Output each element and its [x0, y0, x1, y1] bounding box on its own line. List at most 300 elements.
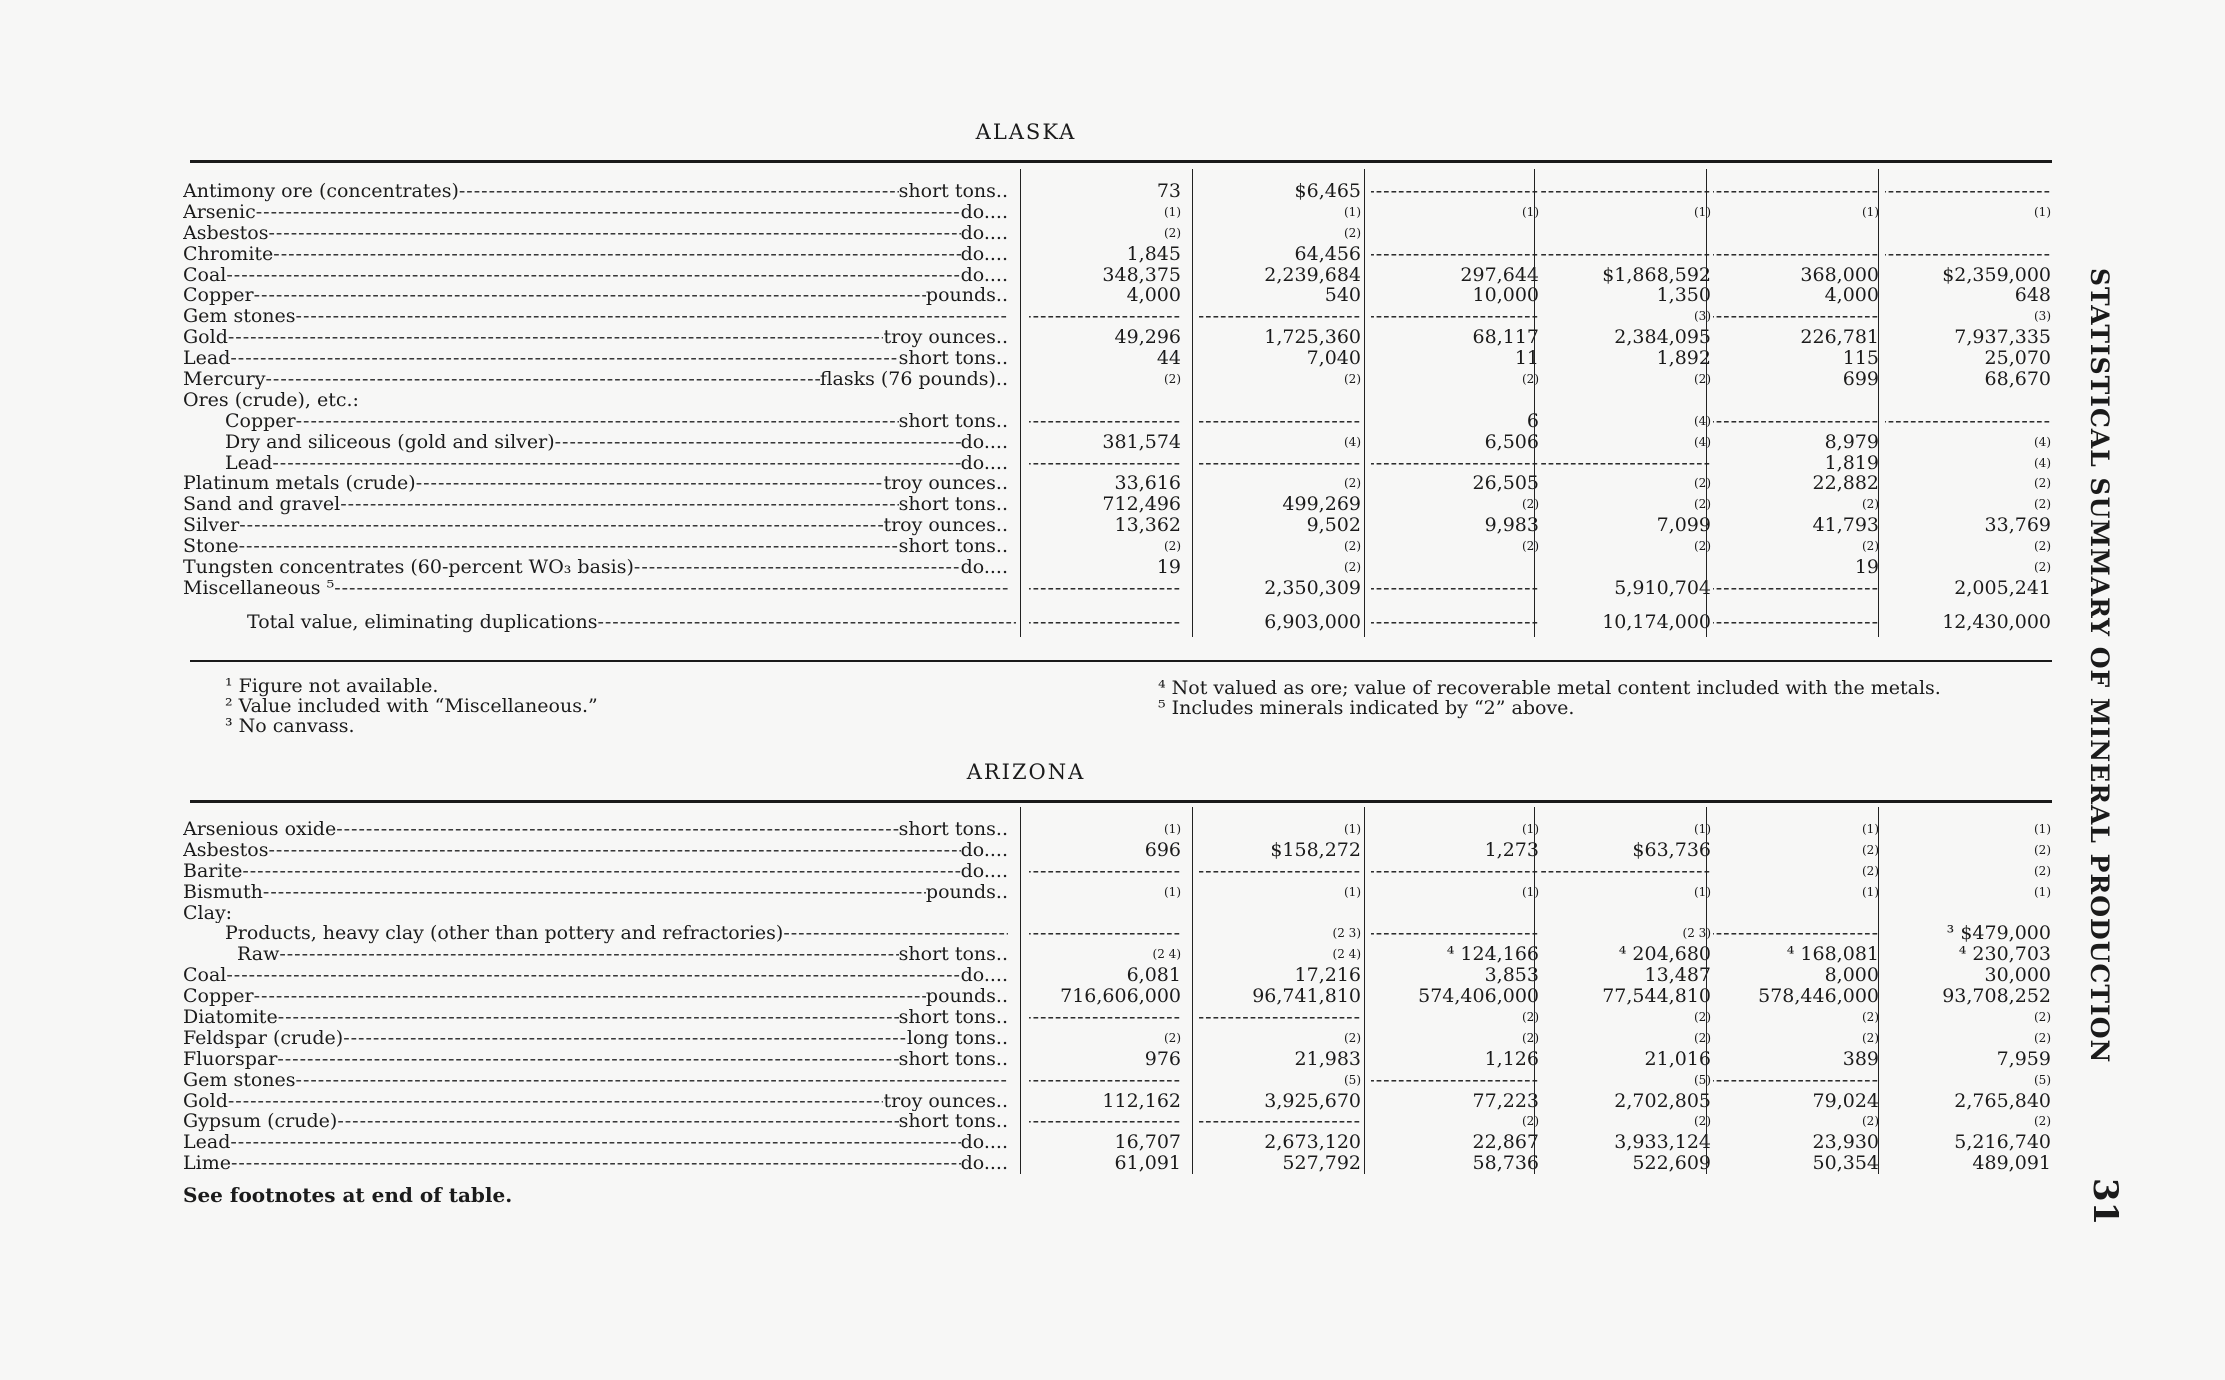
table-cell [1199, 390, 1361, 411]
row-unit: pounds.. [925, 285, 1008, 307]
table-cell: (2) [1694, 372, 1711, 387]
table-cell: (2) [1344, 560, 1361, 575]
table-cell: 19 [1854, 557, 1879, 578]
total-label-name: Total value, eliminating duplications [247, 610, 598, 633]
table-row [183, 1049, 2053, 1070]
table-cell: 540 [1324, 285, 1361, 307]
table-cell: 68,117 [1472, 327, 1539, 349]
table-cell: (1) [1862, 884, 1879, 899]
table-cell [1199, 903, 1361, 924]
row-label-name: Dry and siliceous (gold and silver) [225, 431, 555, 453]
footnote-2: ² Value included with “Miscellaneous.” [225, 695, 598, 717]
total-cell [1371, 599, 1539, 637]
table-cell: (1) [1344, 822, 1361, 836]
table-row [183, 557, 2053, 578]
table-cell [1541, 903, 1711, 924]
table-cell: 17,216 [1294, 965, 1361, 987]
table-cell: 13,487 [1644, 965, 1711, 987]
column-rule [1364, 169, 1365, 637]
table-row [183, 223, 2053, 244]
table-row [183, 536, 2053, 557]
row-label-name: Lead [183, 348, 231, 370]
table-row [183, 986, 2053, 1007]
table-cell [1199, 861, 1361, 882]
table-cell: $63,736 [1632, 839, 1711, 861]
table-cell: 499,269 [1282, 494, 1361, 516]
dot-leader [242, 861, 960, 882]
table-cell: 6,506 [1484, 431, 1539, 453]
table-row [183, 244, 2053, 265]
column-rule [1020, 807, 1021, 1174]
row-unit: short tons.. [898, 536, 1008, 558]
row-label [183, 1153, 1016, 1174]
row-label [183, 944, 1016, 965]
table-cell: $1,868,592 [1602, 264, 1711, 286]
table-cell: (2) [1694, 497, 1711, 512]
row-unit [1008, 390, 1016, 411]
table-row [183, 411, 2053, 432]
dot-leader [272, 453, 960, 474]
row-label-name: Gold [183, 1090, 228, 1112]
column-rule [1706, 807, 1707, 1174]
dot-leader [343, 1028, 907, 1049]
row-unit: do.... [960, 1132, 1008, 1154]
table-cell [1885, 223, 2051, 244]
table-cell: (1) [1694, 822, 1711, 836]
dot-leader [226, 265, 960, 286]
table-cell: (2) [1694, 1030, 1711, 1045]
row-unit: do.... [960, 452, 1008, 474]
row-label [183, 986, 1016, 1007]
table-cell [1713, 411, 1879, 432]
table-cell: 49,296 [1114, 327, 1181, 349]
table-cell: $6,465 [1294, 181, 1361, 202]
total-cell: 6,903,000 [1264, 610, 1361, 633]
table-cell [1885, 390, 2051, 411]
section-title-arizona: ARIZONA [966, 760, 1086, 784]
table-cell [1713, 306, 1879, 327]
table-row [183, 903, 2053, 924]
column-rule [1192, 169, 1193, 637]
table-cell: (2) [1344, 539, 1361, 554]
table-row [183, 1091, 2053, 1112]
row-unit: do.... [960, 839, 1008, 861]
table-cell [1371, 181, 1539, 202]
dot-leader [296, 306, 1008, 327]
running-head: STATISTICAL SUMMARY OF MINERAL PRODUCTION [2085, 268, 2114, 1064]
table-cell: (2 4) [1332, 947, 1361, 962]
table-row [183, 1153, 2053, 1174]
dot-leader [254, 986, 926, 1007]
row-unit: pounds.. [925, 881, 1008, 903]
table-cell [1713, 244, 1879, 265]
table-cell: 527,792 [1282, 1153, 1361, 1175]
table-cell [1541, 244, 1711, 265]
row-label-name: Raw [237, 944, 280, 966]
table-row [183, 473, 2053, 494]
row-label [183, 903, 1016, 924]
row-label-name: Antimony ore (concentrates) [183, 181, 459, 202]
dot-leader [416, 473, 884, 494]
dot-leader [634, 557, 961, 578]
table-cell: 1,819 [1824, 452, 1879, 474]
table-cell [1541, 390, 1711, 411]
table-cell: (1) [1164, 204, 1181, 219]
row-label [183, 578, 1016, 599]
total-label [183, 599, 1016, 637]
table-row [183, 181, 2053, 202]
row-label [183, 494, 1016, 515]
row-label-name: Feldspar (crude) [183, 1027, 344, 1049]
table-cell: (2) [1164, 1030, 1181, 1045]
table-cell: 2,350,309 [1264, 577, 1361, 599]
table-cell: (2) [1344, 1030, 1361, 1045]
table-row [183, 578, 2053, 599]
dot-leader [230, 1132, 960, 1153]
table-cell: (4) [1694, 434, 1711, 449]
footnote-3: ³ No canvass. [225, 715, 355, 737]
table-cell: (1) [1522, 884, 1539, 899]
row-unit: short tons.. [898, 1048, 1008, 1070]
table-cell: (2) [1862, 497, 1879, 512]
table-cell: (4) [2034, 434, 2051, 449]
table-cell: (1) [1164, 822, 1181, 836]
table-cell [1199, 1007, 1361, 1028]
table-cell: (2) [2034, 539, 2051, 554]
table-row [183, 453, 2053, 474]
table-cell: (1) [2034, 822, 2051, 836]
row-label [183, 1007, 1016, 1028]
table-cell: (2) [1694, 1114, 1711, 1129]
row-label [183, 1049, 1016, 1070]
row-label [183, 1091, 1016, 1112]
row-label-name: Platinum metals (crude) [183, 473, 416, 495]
table-cell: (4) [1344, 434, 1361, 449]
table-row [183, 1028, 2053, 1049]
table-row [183, 306, 2053, 327]
table-cell: (2) [1164, 539, 1181, 554]
table-cell: 1,126 [1484, 1048, 1539, 1070]
dot-leader [230, 348, 898, 369]
table-cell: 5,216,740 [1954, 1132, 2051, 1154]
table-cell: 489,091 [1972, 1153, 2051, 1175]
table-cell: 4,000 [1824, 285, 1879, 307]
footnotes-right [1158, 678, 1941, 718]
row-unit: short tons.. [898, 1111, 1008, 1133]
table-row [183, 861, 2053, 882]
table-cell: 25,070 [1984, 348, 2051, 370]
table-cell: 22,882 [1812, 473, 1879, 495]
table-cell [1713, 181, 1879, 202]
table-cell [1713, 1070, 1879, 1091]
arizona-table [183, 819, 2053, 1174]
table-cell: (2) [1164, 225, 1181, 240]
row-unit: short tons.. [898, 1007, 1008, 1028]
table-cell: 3,925,670 [1264, 1090, 1361, 1112]
dot-leader [359, 390, 1008, 411]
row-label-name: Chromite [183, 243, 274, 265]
table-cell [1371, 390, 1539, 411]
table-row [183, 202, 2053, 223]
table-cell: (5) [1694, 1072, 1711, 1087]
table-cell: (2) [1694, 1010, 1711, 1025]
footnote-5: ⁵ Includes minerals indicated by “2” above. [1158, 697, 1575, 719]
table-cell [1541, 181, 1711, 202]
footnotes-left [225, 676, 598, 736]
table-cell: (2) [1344, 225, 1361, 240]
table-cell [1371, 244, 1539, 265]
row-label-name: Copper [183, 986, 254, 1008]
table-cell: 7,040 [1306, 348, 1361, 370]
column-rule [1706, 169, 1707, 637]
row-unit: short tons.. [898, 181, 1008, 202]
row-label-name: Lead [225, 452, 273, 474]
table-row [183, 819, 2053, 840]
dot-leader [265, 369, 819, 390]
table-cell: 44 [1156, 348, 1181, 370]
total-cell [1713, 599, 1879, 637]
table-cell [1371, 903, 1539, 924]
row-unit: do.... [960, 243, 1008, 265]
row-label [183, 327, 1016, 348]
page-number: 31 [2085, 1178, 2125, 1226]
table-cell: (2) [1522, 1030, 1539, 1045]
table-cell: 115 [1842, 348, 1879, 370]
table-top-rule [190, 800, 2052, 803]
row-label [183, 369, 1016, 390]
dot-leader [256, 202, 961, 223]
table-cell [1029, 1111, 1181, 1132]
row-label [183, 1070, 1016, 1091]
table-cell: 6 [1526, 410, 1539, 432]
row-label-name: Ores (crude), etc.: [183, 389, 359, 411]
row-label-name: Miscellaneous ⁵ [183, 577, 335, 599]
total-cell [1029, 599, 1181, 637]
row-label [183, 861, 1016, 882]
table-cell: 1,892 [1656, 348, 1711, 370]
row-unit: flasks (76 pounds).. [819, 369, 1008, 390]
table-cell: 64,456 [1294, 243, 1361, 265]
table-cell: (2) [2034, 842, 2051, 857]
table-cell [1199, 1111, 1361, 1132]
table-cell: (1) [1694, 884, 1711, 899]
row-label [183, 1111, 1016, 1132]
table-cell: 19 [1156, 557, 1181, 578]
table-cell: (2) [2034, 1030, 2051, 1045]
table-cell: 79,024 [1812, 1090, 1879, 1112]
row-label-name: Coal [183, 264, 227, 286]
table-cell [1029, 453, 1181, 474]
table-cell: 7,959 [1996, 1048, 2051, 1070]
table-cell [1713, 390, 1879, 411]
row-label-name: Tungsten concentrates (60-percent WO₃ basis) [183, 557, 634, 578]
row-label [183, 840, 1016, 861]
table-row [183, 432, 2053, 453]
table-cell: 41,793 [1812, 515, 1879, 537]
table-cell: (4) [2034, 455, 2051, 470]
row-label-name: Products, heavy clay (other than pottery and refractories) [225, 923, 784, 945]
row-label-name: Sand and gravel [183, 494, 341, 516]
row-label [183, 473, 1016, 494]
table-cell: (2) [1862, 539, 1879, 554]
table-cell: 21,983 [1294, 1048, 1361, 1070]
row-unit: do.... [960, 222, 1008, 244]
row-unit [1008, 1070, 1016, 1091]
table-cell: (1) [1522, 204, 1539, 219]
row-label [183, 1132, 1016, 1153]
footnote-1: ¹ Figure not available. [225, 675, 439, 697]
row-label-name: Fluorspar [183, 1048, 278, 1070]
row-label [183, 557, 1016, 578]
row-label-name: Copper [183, 285, 254, 307]
table-cell: (5) [2034, 1072, 2051, 1087]
table-cell [1885, 181, 2051, 202]
dot-leader [268, 223, 960, 244]
table-cell: (4) [1694, 413, 1711, 428]
dot-leader [263, 882, 926, 903]
table-cell: (3) [1694, 309, 1711, 324]
table-cell: 30,000 [1984, 965, 2051, 987]
column-rule [1878, 169, 1879, 637]
row-label-name: Asbestos [183, 839, 269, 861]
table-cell: (2) [1862, 1010, 1879, 1025]
table-cell: (2) [1522, 1114, 1539, 1129]
table-cell: (2) [2034, 1114, 2051, 1129]
row-label-name: Silver [183, 515, 240, 537]
table-cell: (1) [2034, 204, 2051, 219]
table-cell: 368,000 [1800, 264, 1879, 286]
total-cell: 12,430,000 [1942, 610, 2051, 633]
row-label-name: Gem stones [183, 306, 296, 328]
row-label [183, 411, 1016, 432]
table-cell: 716,606,000 [1060, 986, 1181, 1008]
row-label-name: Gem stones [183, 1069, 296, 1091]
row-label-name: Gold [183, 327, 228, 349]
table-cell: $2,359,000 [1942, 264, 2051, 286]
table-cell [1541, 557, 1711, 578]
row-label [183, 1028, 1016, 1049]
table-cell: 58,736 [1472, 1153, 1539, 1175]
row-label [183, 265, 1016, 286]
table-bottom-rule [190, 660, 2052, 662]
table-cell [1371, 578, 1539, 599]
table-cell: 23,930 [1812, 1132, 1879, 1154]
table-cell: (2) [1862, 1030, 1879, 1045]
table-cell: (2) [1522, 372, 1539, 387]
table-cell: 2,765,840 [1954, 1090, 2051, 1112]
table-cell: (2) [1164, 372, 1181, 387]
row-label [183, 244, 1016, 265]
dot-leader [232, 903, 1008, 924]
table-cell: (2) [2034, 476, 2051, 491]
row-label-name: Diatomite [183, 1007, 278, 1028]
table-cell: 578,446,000 [1758, 986, 1879, 1008]
row-unit: do.... [960, 431, 1008, 453]
row-unit [1008, 306, 1016, 327]
table-cell [1029, 306, 1181, 327]
table-cell: (2 3) [1332, 926, 1361, 941]
row-label [183, 432, 1016, 453]
row-label [183, 348, 1016, 369]
table-row [183, 882, 2053, 903]
row-label [183, 965, 1016, 986]
table-cell: (2) [1522, 1010, 1539, 1025]
row-label-name: Clay: [183, 902, 233, 924]
table-row [183, 1132, 2053, 1153]
table-cell [1029, 390, 1181, 411]
row-unit: short tons.. [898, 819, 1008, 840]
row-unit: long tons.. [906, 1027, 1008, 1049]
section-title-alaska: ALASKA [975, 120, 1077, 144]
table-row [183, 923, 2053, 944]
table-cell: 3,933,124 [1614, 1132, 1711, 1154]
table-cell: (1) [1344, 204, 1361, 219]
table-cell: (1) [1862, 822, 1879, 836]
total-cell: 10,174,000 [1602, 610, 1711, 633]
row-label [183, 202, 1016, 223]
table-row [183, 494, 2053, 515]
row-label [183, 390, 1016, 411]
dot-leader [268, 840, 960, 861]
table-cell: (2) [1522, 497, 1539, 512]
row-label-name: Coal [183, 965, 227, 987]
dot-leader [277, 1049, 898, 1070]
row-label [183, 285, 1016, 306]
table-cell: ⁴ 168,081 [1786, 944, 1879, 966]
table-cell: (3) [2034, 309, 2051, 324]
table-cell: (1) [2034, 884, 2051, 899]
table-cell: 96,741,810 [1252, 986, 1361, 1008]
dot-leader [783, 923, 1008, 944]
table-cell [1029, 903, 1181, 924]
column-rule [1364, 807, 1365, 1174]
table-cell: (2) [1344, 372, 1361, 387]
row-label [183, 536, 1016, 557]
column-rule [1534, 169, 1535, 637]
table-cell [1371, 861, 1539, 882]
row-unit: do.... [960, 965, 1008, 987]
table-cell: 11 [1514, 348, 1539, 370]
table-cell [1885, 244, 2051, 265]
table-cell [1199, 411, 1361, 432]
table-cell: (2) [1694, 539, 1711, 554]
table-cell: ⁴ 230,703 [1958, 944, 2051, 966]
dot-leader [334, 578, 1008, 599]
table-cell: 696 [1144, 839, 1181, 861]
table-top-rule [190, 160, 2052, 163]
row-label-name: Copper [225, 410, 296, 432]
table-row [183, 515, 2053, 536]
table-cell: (2 3) [1682, 926, 1711, 941]
table-cell: 522,609 [1632, 1153, 1711, 1175]
table-cell: 389 [1842, 1048, 1879, 1070]
table-row [183, 348, 2053, 369]
table-cell: 1,845 [1126, 243, 1181, 265]
row-unit: short tons.. [898, 944, 1008, 966]
dot-leader [226, 965, 960, 986]
table-cell [1371, 557, 1539, 578]
table-cell [1371, 306, 1539, 327]
table-cell: (2) [2034, 1010, 2051, 1025]
table-cell: ³ $479,000 [1946, 923, 2051, 945]
table-cell: (2 4) [1152, 947, 1181, 962]
table-cell: 712,496 [1102, 494, 1181, 516]
row-unit: short tons.. [898, 494, 1008, 516]
table-cell: (2) [1344, 476, 1361, 491]
table-cell: (2) [1862, 842, 1879, 857]
table-row [183, 265, 2053, 286]
row-label-name: Barite [183, 860, 243, 882]
